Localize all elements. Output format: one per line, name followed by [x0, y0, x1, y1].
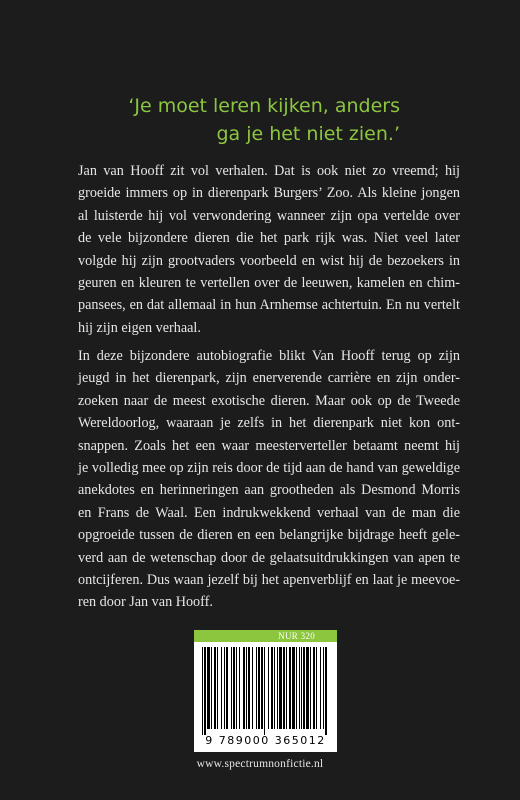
- quote-line: ‘Je moet leren kijken, anders: [128, 95, 400, 117]
- text-line: groeide immers op in dierenpark Burgers’ Zoo. Als kleine jongen: [78, 185, 460, 202]
- isbn-number: 9 789000 365012: [205, 734, 326, 747]
- text-line: Wereldoorlog, waaraan je zelfs in het dierenpark niet kon ont-: [78, 415, 460, 432]
- publisher-website: www.spectrumnonfictie.nl: [196, 758, 324, 770]
- text-line: anekdotes en herinneringen aan grootheden als Desmond Morris: [78, 482, 460, 499]
- text-line: hij zijn eigen verhaal.: [78, 319, 201, 336]
- text-line: jeugd in het dierenpark, zijn enerverende carrière en zijn onder-: [78, 370, 460, 387]
- text-line: ontcijferen. Dus waan jezelf bij het apenverblijf en laat je meevoe-: [78, 572, 460, 589]
- text-line: verd aan de wetenschap door de gelaatsuitdrukkingen van apen te: [78, 549, 460, 566]
- nur-code-bar: [194, 630, 337, 642]
- text-line: al luisterde hij vol verwondering wanneer zijn opa vertelde over: [78, 207, 460, 224]
- barcode-icon: [200, 647, 331, 735]
- nur-code: NUR 320: [278, 631, 315, 641]
- text-line: zoeken naar de meest exotische dieren. Maar ook op de Tweede: [78, 392, 460, 409]
- quote-line: ga je het niet zien.’: [216, 123, 400, 145]
- text-line: de vele bijzondere dieren die het park rijk was. Niet veel later: [78, 230, 460, 247]
- text-line: pansees, en dat allemaal in hun Arnhemse achtertuin. En nu vertelt: [78, 297, 460, 314]
- paragraph-intro: [78, 160, 460, 339]
- text-line: In deze bijzondere autobiografie blikt Van Hooff terug op zijn: [78, 348, 460, 364]
- text-line: snappen. Zoals het een waar meesterverteller betaamt neemt hij: [78, 437, 460, 454]
- barcode-label: [194, 630, 337, 752]
- text-line: opgroeide tussen de dieren en een belangrijke bijdrage heeft gele-: [78, 527, 460, 544]
- text-line: Jan van Hooff zit vol verhalen. Dat is ook niet zo vreemd; hij: [78, 163, 460, 179]
- text-line: geuren en kleuren te vertellen over de leeuwen, kamelen en chim-: [78, 275, 460, 292]
- text-line: ren door Jan van Hooff.: [78, 594, 213, 611]
- paragraph-summary: [78, 345, 460, 614]
- quote: [60, 92, 400, 148]
- text-line: je volledig mee op zijn reis door de tijd aan de hand van geweldige: [78, 460, 460, 477]
- text-line: en Frans de Waal. Een indrukwekkend verhaal van de man die: [78, 504, 460, 521]
- text-line: volgde hij zijn grootvaders voorbeeld en wist hij de bezoekers in: [78, 252, 460, 269]
